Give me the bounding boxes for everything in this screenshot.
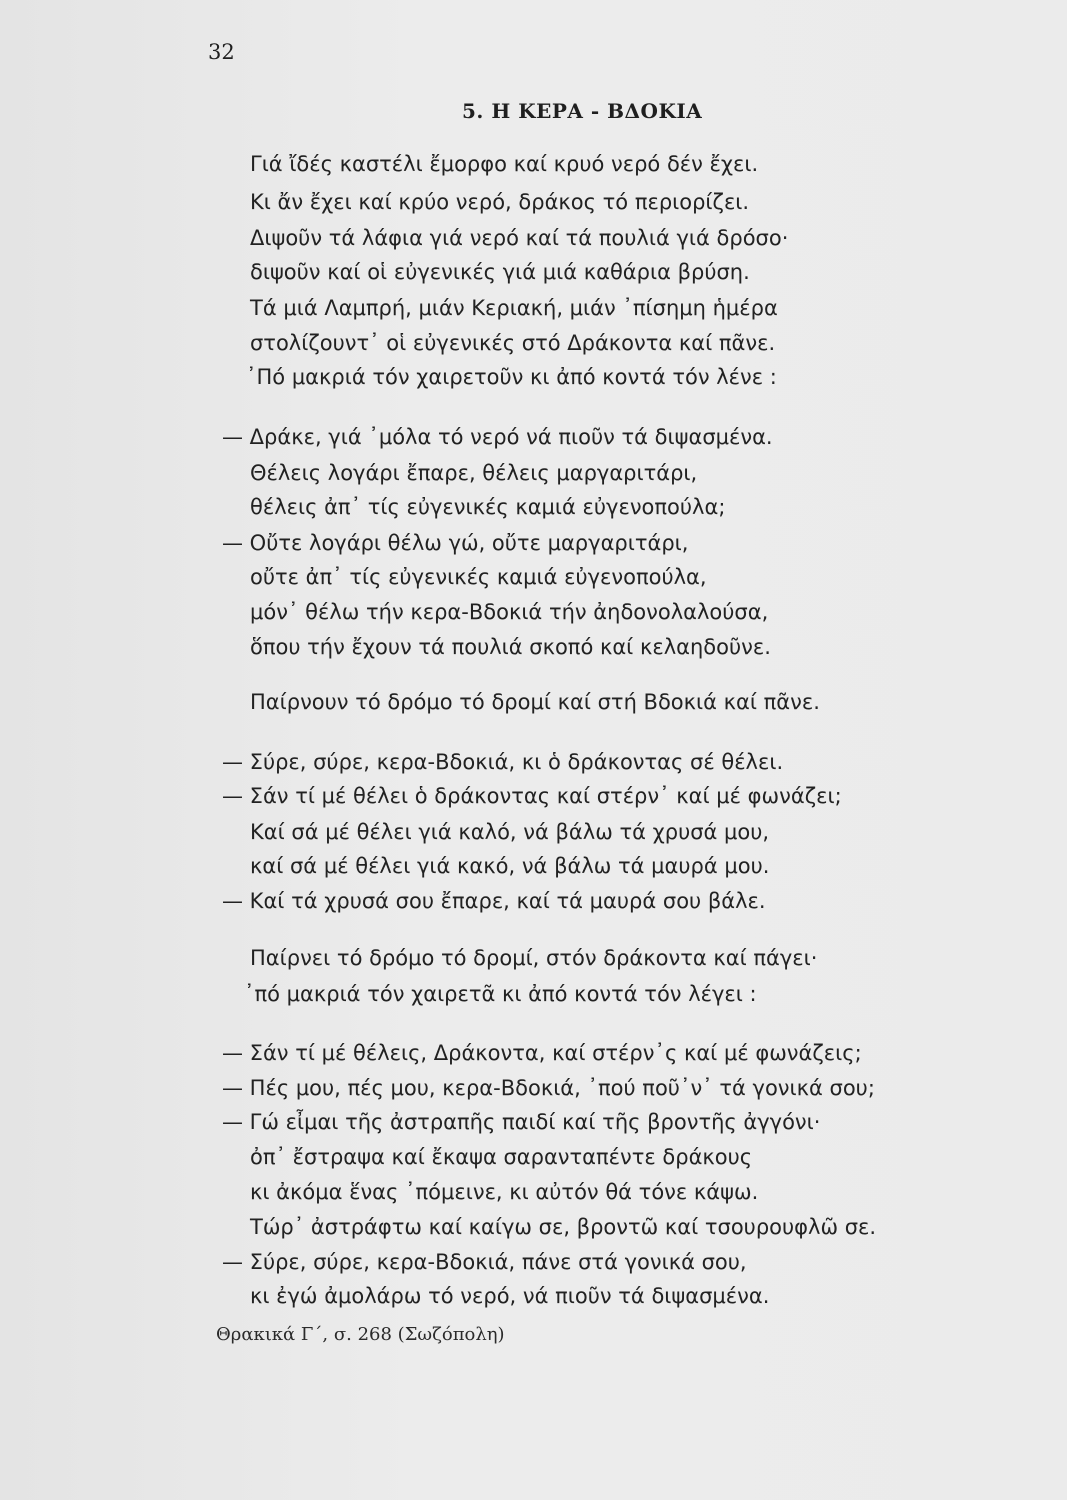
poem-line: Καί σά μέ θέλει γιά καλό, νά βάλω τά χρυσά μου, (250, 820, 770, 844)
source-citation: Θρακικά Γ΄, σ. 268 (Σωζόπολη) (216, 1324, 505, 1345)
poem-line: μόν᾽ θέλω τήν κερα-Βδοκιά τήν ἀηδονολαλούσα, (250, 600, 769, 624)
poem-line: — Σάν τί μέ θέλει ὁ δράκοντας καί στέρν᾽ καί μέ φωνάζει; (222, 784, 842, 808)
poem-line: — Σάν τί μέ θέλεις, Δράκοντα, καί στέρν᾽ς καί μέ φωνάζεις; (222, 1041, 862, 1065)
page-number: 32 (208, 40, 235, 64)
poem-line: — Καί τά χρυσά σου ἔπαρε, καί τά μαυρά σου βάλε. (222, 889, 766, 913)
poem-line: — Πές μου, πές μου, κερα-Βδοκιά, ᾽πού ποῦ᾽ν᾽ τά γονικά σου; (222, 1076, 875, 1100)
poem-line: ὀπ᾽ ἔστραψα καί ἔκαψα σαρανταπέντε δράκους (250, 1145, 753, 1169)
poem-line: Τώρ᾽ ἀστράφτω καί καίγω σε, βροντῶ καί τσουρουφλῶ σε. (250, 1215, 877, 1239)
poem-line: ᾽Πό μακριά τόν χαιρετοῦν κι ἀπό κοντά τόν λένε : (246, 365, 777, 389)
poem-line: — Οὔτε λογάρι θέλω γώ, οὔτε μαργαριτάρι, (222, 531, 689, 555)
poem-line: ὅπου τήν ἔχουν τά πουλιά σκοπό καί κελαηδοῦνε. (250, 635, 771, 659)
poem-line: θέλεις ἀπ᾽ τίς εὐγενικές καμιά εὐγενοπούλα; (250, 495, 726, 519)
poem-line: ᾽πό μακριά τόν χαιρετᾶ κι ἀπό κοντά τόν λέγει : (244, 982, 757, 1006)
poem-line: στολίζουντ᾽ οἱ εὐγενικές στό Δράκοντα καί πᾶνε. (250, 331, 776, 355)
poem-line: Παίρνει τό δρόμο τό δρομί, στόν δράκοντα καί πάγει· (250, 946, 818, 970)
poem-line: — Σύρε, σύρε, κερα-Βδοκιά, κι ὁ δράκοντας σέ θέλει. (222, 750, 784, 774)
poem-line: Κι ἄν ἔχει καί κρύο νερό, δράκος τό περιορίζει. (250, 190, 750, 214)
poem-line: διψοῦν καί οἱ εὐγενικές γιά μιά καθάρια βρύση. (250, 260, 750, 284)
poem-line: οὔτε ἀπ᾽ τίς εὐγενικές καμιά εὐγενοπούλα, (250, 565, 707, 589)
poem-line: κι ἐγώ ἀμολάρω τό νερό, νά πιοῦν τά διψασμένα. (250, 1284, 770, 1308)
poem-line: — Σύρε, σύρε, κερα-Βδοκιά, πάνε στά γονικά σου, (222, 1250, 747, 1274)
poem-line: Διψοῦν τά λάφια γιά νερό καί τά πουλιά γιά δρόσο· (250, 226, 789, 250)
poem-line: Παίρνουν τό δρόμο τό δρομί καί στή Βδοκιά καί πᾶνε. (250, 690, 820, 714)
poem-line: — Δράκε, γιά ᾽μόλα τό νερό νά πιοῦν τά διψασμένα. (222, 425, 773, 449)
poem-line: Θέλεις λογάρι ἔπαρε, θέλεις μαργαριτάρι, (250, 461, 698, 485)
poem-title: 5. Η ΚΕΡΑ - ΒΔΟΚΙΑ (462, 99, 703, 123)
poem-line: Τά μιά Λαμπρή, μιάν Κεριακή, μιάν ᾽πίσημη ἡμέρα (250, 296, 778, 320)
poem-line: κι ἀκόμα ἕνας ᾽πόμεινε, κι αὐτόν θά τόνε κάψω. (250, 1180, 759, 1204)
poem-line: καί σά μέ θέλει γιά κακό, νά βάλω τά μαυρά μου. (250, 854, 770, 878)
poem-line: Γιά ἴδές καστέλι ἔμορφο καί κρυό νερό δέν ἔχει. (250, 152, 759, 176)
poem-line: — Γώ εἶμαι τῆς ἀστραπῆς παιδί καί τῆς βροντῆς ἀγγόνι· (222, 1110, 821, 1134)
